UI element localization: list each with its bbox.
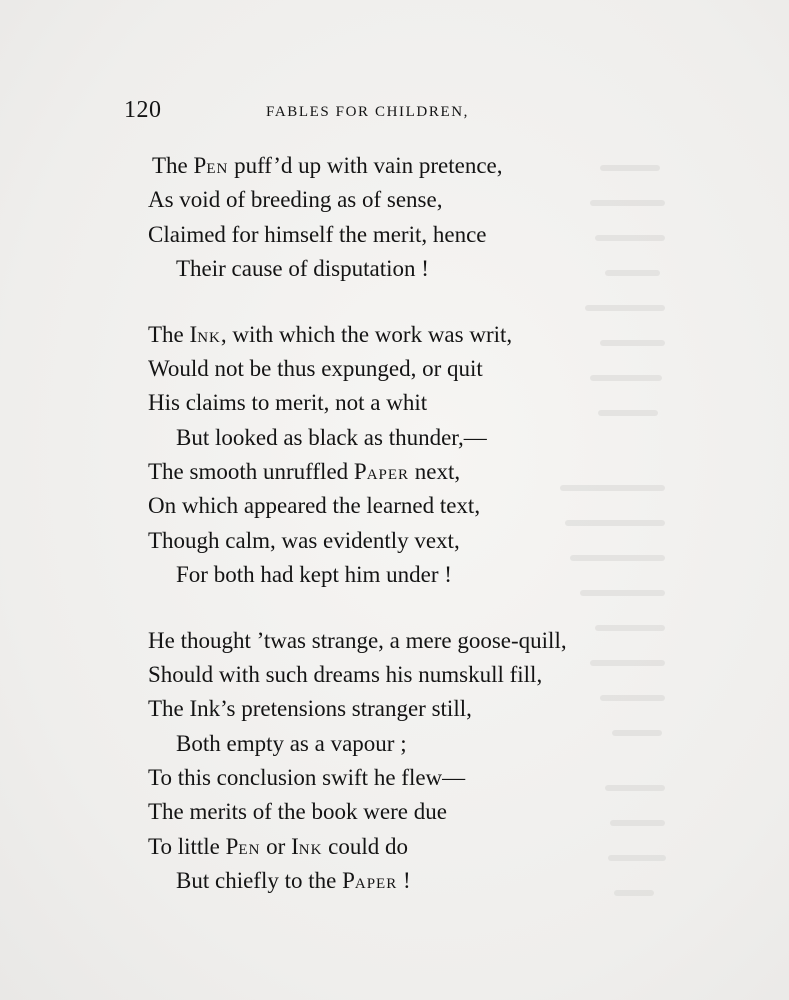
- poem-line: For both had kept him under !: [176, 562, 452, 587]
- poem-line: As void of breeding as of sense,: [148, 187, 443, 212]
- poem-line: He thought ’twas strange, a mere goose-quill,: [148, 628, 567, 653]
- poem-line: Should with such dreams his numskull fill,: [148, 662, 543, 687]
- poem-line: Though calm, was evidently vext,: [148, 528, 460, 553]
- poem-line: The PEN puff’d up with vain pretence,: [152, 153, 503, 178]
- poem-line: The Ink’s pretensions stranger still,: [148, 696, 472, 721]
- poem: [148, 0, 708, 1000]
- poem-line: But chiefly to the PAPER !: [176, 868, 411, 893]
- poem-line: But looked as black as thunder,—: [176, 425, 487, 450]
- poem-line: The INK, with which the work was writ,: [148, 322, 513, 347]
- poem-line: On which appeared the learned text,: [148, 493, 481, 518]
- poem-line: Claimed for himself the merit, hence: [148, 222, 487, 247]
- page-number: 120: [124, 97, 162, 123]
- poem-line: Their cause of disputation !: [176, 256, 429, 281]
- poem-line: The merits of the book were due: [148, 799, 447, 824]
- poem-line: The smooth unruffled PAPER next,: [148, 459, 461, 484]
- poem-line: His claims to merit, not a whit: [148, 390, 428, 415]
- poem-line: To this conclusion swift he flew—: [148, 765, 466, 790]
- running-head: FABLES FOR CHILDREN,: [266, 104, 469, 120]
- poem-line: Would not be thus expunged, or quit: [148, 356, 483, 381]
- poem-line: To little PEN or INK could do: [148, 834, 409, 859]
- poem-line: Both empty as a vapour ;: [176, 731, 407, 756]
